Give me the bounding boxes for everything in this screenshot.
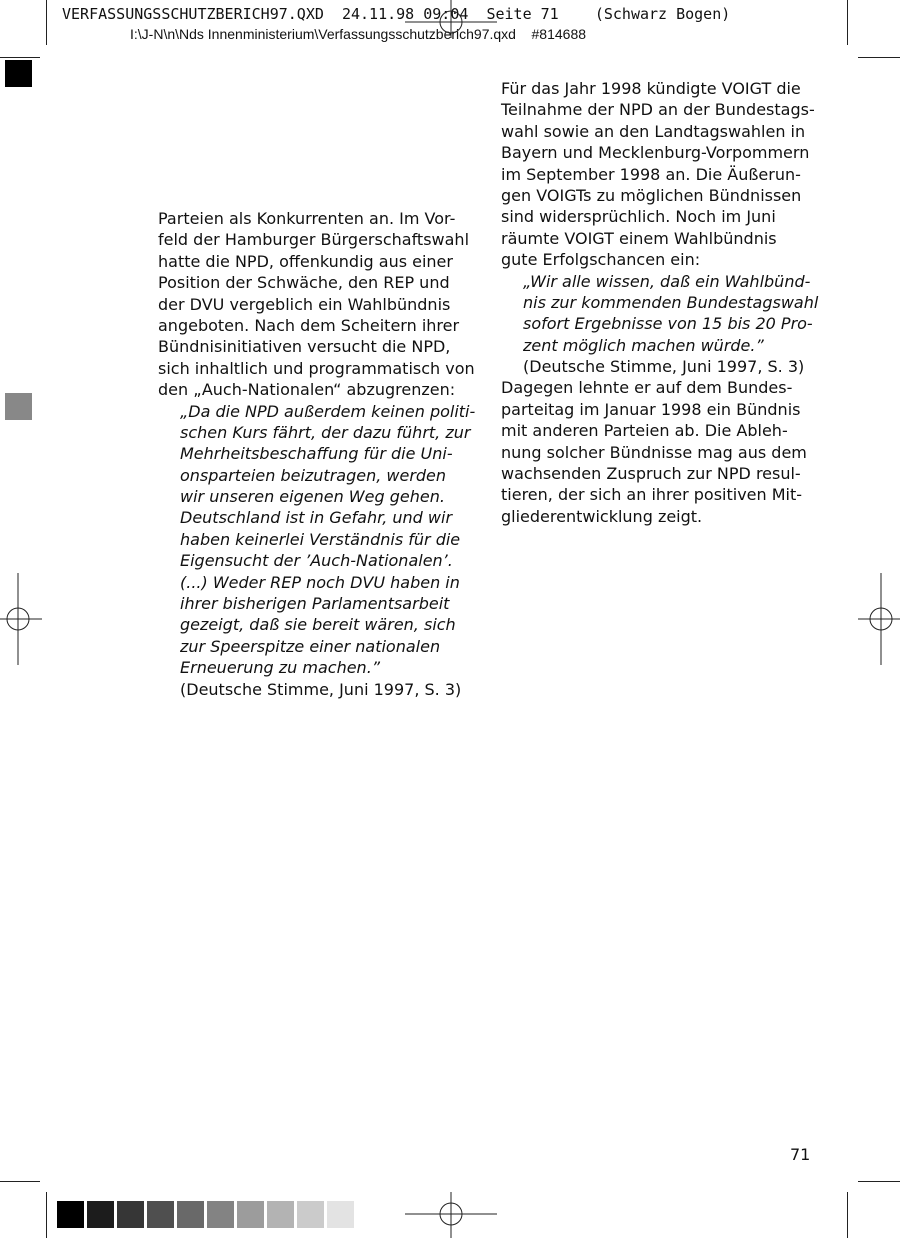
crop-mark xyxy=(858,1181,900,1182)
text-line: angeboten. Nach dem Scheitern ihrer xyxy=(158,315,460,335)
body-paragraph xyxy=(158,208,476,401)
color-control-strip xyxy=(57,1201,357,1228)
registration-mark-icon xyxy=(405,1192,497,1238)
body-paragraph xyxy=(501,78,819,271)
color-swatch xyxy=(177,1201,204,1228)
text-line: hatte die NPD, offenkundig aus einer xyxy=(158,251,453,271)
text-line: mit anderen Parteien ab. Die Ableh- xyxy=(501,421,788,441)
quote-line: wir unseren eigenen Weg gehen. xyxy=(180,487,445,507)
crop-mark xyxy=(0,1181,40,1182)
quote-line: Deutschland ist in Gefahr, und wir xyxy=(180,508,453,528)
crop-mark xyxy=(858,57,900,58)
text-line: gliederentwicklung zeigt. xyxy=(501,506,703,526)
text-line: den „Auch-Nationalen“ abzugrenzen: xyxy=(158,380,456,400)
print-slug-line: VERFASSUNGSSCHUTZBERICH97.QXD 24.11.98 09:04 Seite 71 (Schwarz Bogen) xyxy=(62,5,731,23)
text-line: der DVU vergeblich ein Wahlbündnis xyxy=(158,294,451,314)
text-line: Position der Schwäche, den REP und xyxy=(158,273,450,293)
quote-citation: (Deutsche Stimme, Juni 1997, S. 3) xyxy=(523,357,805,377)
quote-line: nis zur kommenden Bundestagswahl xyxy=(523,292,819,312)
quote-line: „Wir alle wissen, daß ein Wahlbünd- xyxy=(523,271,811,291)
quote-line: „Da die NPD außerdem keinen politi- xyxy=(180,401,476,421)
registration-mark-icon xyxy=(0,573,42,665)
color-swatch xyxy=(237,1201,264,1228)
text-line: Bündnisinitiativen versucht die NPD, xyxy=(158,337,451,357)
page-number: 71 xyxy=(790,1145,811,1164)
crop-mark xyxy=(46,1192,47,1238)
block-quote xyxy=(501,271,819,357)
quote-line: schen Kurs fährt, der dazu führt, zur xyxy=(180,422,471,442)
quote-line: Erneuerung zu machen.” xyxy=(180,658,381,678)
registration-mark-icon xyxy=(858,573,900,665)
text-line: Bayern und Mecklenburg-Vorpommern xyxy=(501,143,810,163)
color-swatch xyxy=(57,1201,84,1228)
quote-line: (...) Weder REP noch DVU haben in xyxy=(180,572,460,592)
quote-line: zent möglich machen würde.” xyxy=(523,335,764,355)
color-swatch xyxy=(267,1201,294,1228)
quote-line: onsparteien beizutragen, werden xyxy=(180,465,447,485)
quote-line: gezeigt, daß sie bereit wären, sich xyxy=(180,615,456,635)
color-swatch xyxy=(147,1201,174,1228)
crop-mark xyxy=(0,57,40,58)
text-line: räumte VOIGT einem Wahlbündnis xyxy=(501,228,777,248)
text-line: Für das Jahr 1998 kündigte VOIGT die xyxy=(501,79,801,98)
margin-marker-gray xyxy=(5,393,32,420)
text-column-right xyxy=(501,78,819,527)
text-line: gen VOIGTs zu möglichen Bündnissen xyxy=(501,185,802,205)
color-swatch xyxy=(117,1201,144,1228)
text-line: feld der Hamburger Bürgerschaftswahl xyxy=(158,230,470,250)
color-swatch xyxy=(297,1201,324,1228)
text-line: im September 1998 an. Die Äußerun- xyxy=(501,164,801,184)
color-swatch xyxy=(207,1201,234,1228)
color-swatch xyxy=(87,1201,114,1228)
margin-marker-black xyxy=(5,60,32,87)
text-line: Teilnahme der NPD an der Bundestags- xyxy=(501,100,815,120)
crop-mark xyxy=(46,0,47,45)
quote-line: ihrer bisherigen Parlamentsarbeit xyxy=(180,594,450,614)
text-line: sich inhaltlich und programmatisch von xyxy=(158,358,475,378)
text-line: wahl sowie an den Landtagswahlen in xyxy=(501,121,806,141)
quote-line: haben keinerlei Verständnis für die xyxy=(180,529,461,549)
text-line: Dagegen lehnte er auf dem Bundes- xyxy=(501,378,793,398)
text-line: nung solcher Bündnisse mag aus dem xyxy=(501,442,807,462)
text-line: parteitag im Januar 1998 ein Bündnis xyxy=(501,399,801,419)
crop-mark xyxy=(847,0,848,45)
quote-line: Eigensucht der ’Auch-Nationalen’. xyxy=(180,551,453,571)
registration-mark-icon xyxy=(405,0,497,38)
text-column-left xyxy=(158,208,476,700)
text-line: sind widersprüchlich. Noch im Juni xyxy=(501,207,776,227)
text-line: Parteien als Konkurrenten an. Im Vor- xyxy=(158,209,456,228)
text-line: tieren, der sich an ihrer positiven Mit- xyxy=(501,485,803,505)
quote-line: zur Speerspitze einer nationalen xyxy=(180,636,441,656)
block-quote xyxy=(158,401,476,679)
text-line: gute Erfolgschancen ein: xyxy=(501,250,701,270)
body-paragraph xyxy=(501,377,819,527)
text-line: wachsenden Zuspruch zur NPD resul- xyxy=(501,464,801,484)
file-path-line: I:\J-N\n\Nds Innenministerium\Verfassungsschutzberich97.qxd #814688 xyxy=(130,26,587,42)
color-swatch xyxy=(327,1201,354,1228)
quote-line: sofort Ergebnisse von 15 bis 20 Pro- xyxy=(523,314,813,334)
crop-mark xyxy=(847,1192,848,1238)
quote-citation: (Deutsche Stimme, Juni 1997, S. 3) xyxy=(180,679,462,699)
quote-line: Mehrheitsbeschaffung für die Uni- xyxy=(180,444,453,464)
